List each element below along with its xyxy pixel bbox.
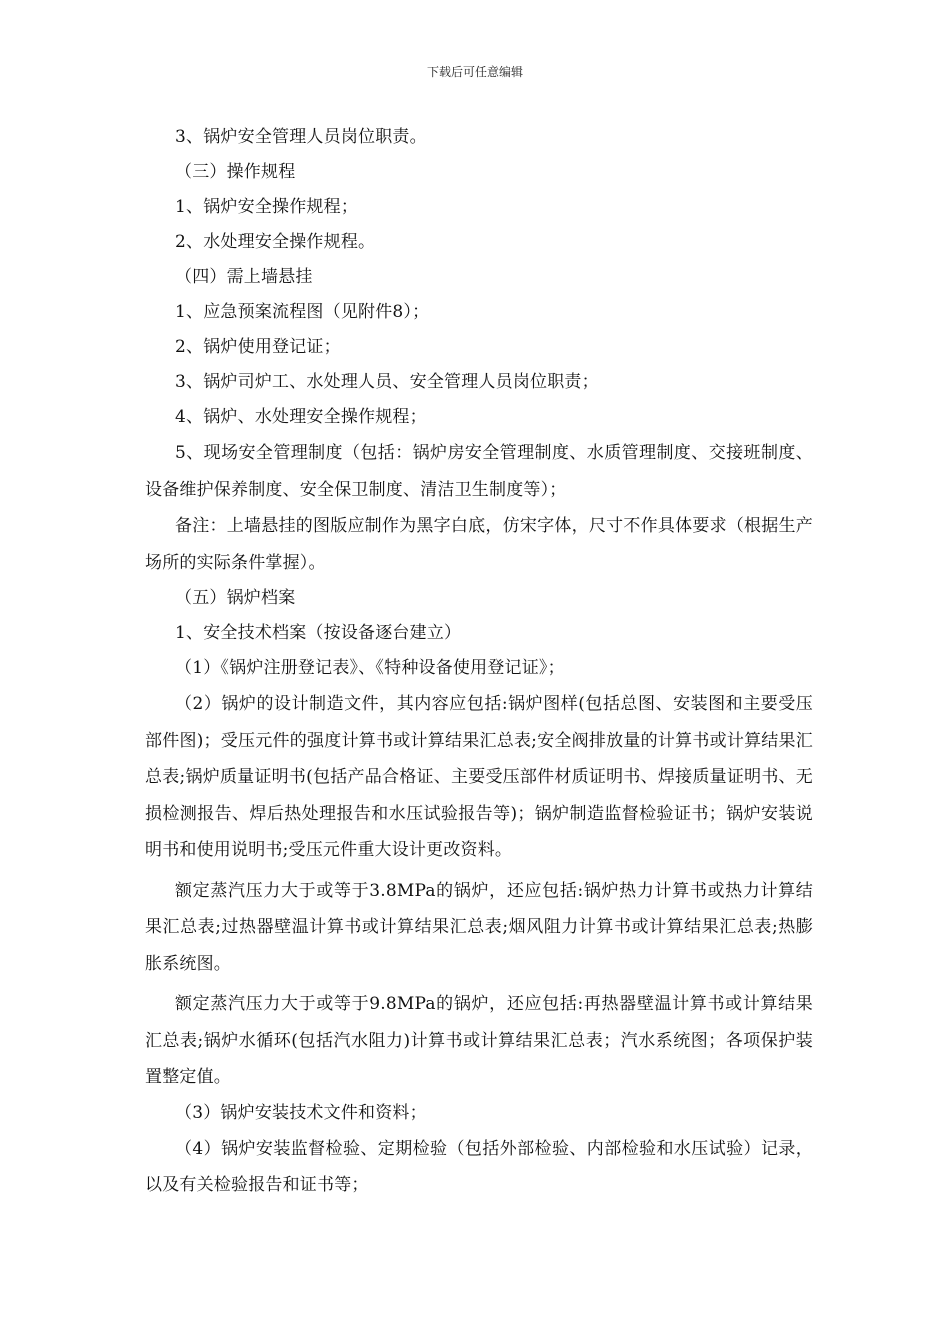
paragraph-registration-certificate: 2、锅炉使用登记证； xyxy=(175,337,341,357)
page-header-note: 下载后可任意编辑 xyxy=(426,65,523,79)
paragraph-site-safety-rules: 5、现场安全管理制度（包括：锅炉房安全管理制度、水质管理制度、交接班制度、设备维护保养制度、安全保卫制度、清洁卫生制度等）； xyxy=(145,443,813,500)
paragraph-remark: 备注：上墙悬挂的图版应制作为黑字白底，仿宋字体，尺寸不作具体要求（根据生产场所的实际条件掌握）。 xyxy=(145,516,813,573)
paragraph-item-1-registration: （1）《锅炉注册登记表》、《特种设备使用登记证》； xyxy=(175,658,565,678)
section-heading-wall-display: （四）需上墙悬挂 xyxy=(175,267,313,287)
paragraph-pressure-3-8mpa: 额定蒸汽压力大于或等于3.8MPa的锅炉，还应包括:锅炉热力计算书或热力计算结果汇总表;过热器壁温计算书或计算结果汇总表;烟风阻力计算书或计算结果汇总表;热膨胀系统图。 xyxy=(145,880,813,974)
paragraph-emergency-flowchart: 1、应急预案流程图（见附件8）； xyxy=(175,302,430,322)
paragraph-item-2-design-files: （2）锅炉的设计制造文件，其内容应包括:锅炉图样(包括总图、安装图和主要受压部件图)；受压元件的强度计算书或计算结果汇总表;安全阀排放量的计算书或计算结果汇总表;锅炉质量证明书(包括产品合格证、主要受压部件材质证明书、焊接质量证明书、无损检测报告、焊后热处理报告和水压试验报告等)；锅炉制造监督检验证书；锅炉安装说明书和使用说明书;受压元件重大设计更改资料。 xyxy=(145,694,813,860)
paragraph-pressure-9-8mpa: 额定蒸汽压力大于或等于9.8MPa的锅炉，还应包括:再热器壁温计算书或计算结果汇总表;锅炉水循环(包括汽水阻力)计算书或计算结果汇总表；汽水系统图；各项保护装置整定值。 xyxy=(145,994,813,1087)
paragraph-water-treatment-procedure: 2、水处理安全操作规程。 xyxy=(175,232,376,252)
paragraph-operating-rules: 4、锅炉、水处理安全操作规程； xyxy=(175,407,427,427)
paragraph-duty-safety-manager: 3、锅炉安全管理人员岗位职责。 xyxy=(175,127,427,147)
paragraph-boiler-safety-procedure: 1、锅炉安全操作规程； xyxy=(175,197,359,217)
paragraph-item-3-installation-docs: （3）锅炉安装技术文件和资料； xyxy=(175,1102,427,1123)
paragraph-technical-archives: 1、安全技术档案（按设备逐台建立） xyxy=(175,623,462,643)
section-heading-operating-procedures: （三）操作规程 xyxy=(175,162,296,182)
paragraph-staff-duties: 3、锅炉司炉工、水处理人员、安全管理人员岗位职责； xyxy=(175,372,599,392)
paragraph-item-4-inspection-records: （4）锅炉安装监督检验、定期检验（包括外部检验、内部检验和水压试验）记录，以及有关检验报告和证书等； xyxy=(145,1138,813,1195)
section-heading-boiler-archives: （五）锅炉档案 xyxy=(175,588,296,608)
document-body xyxy=(145,120,813,1204)
